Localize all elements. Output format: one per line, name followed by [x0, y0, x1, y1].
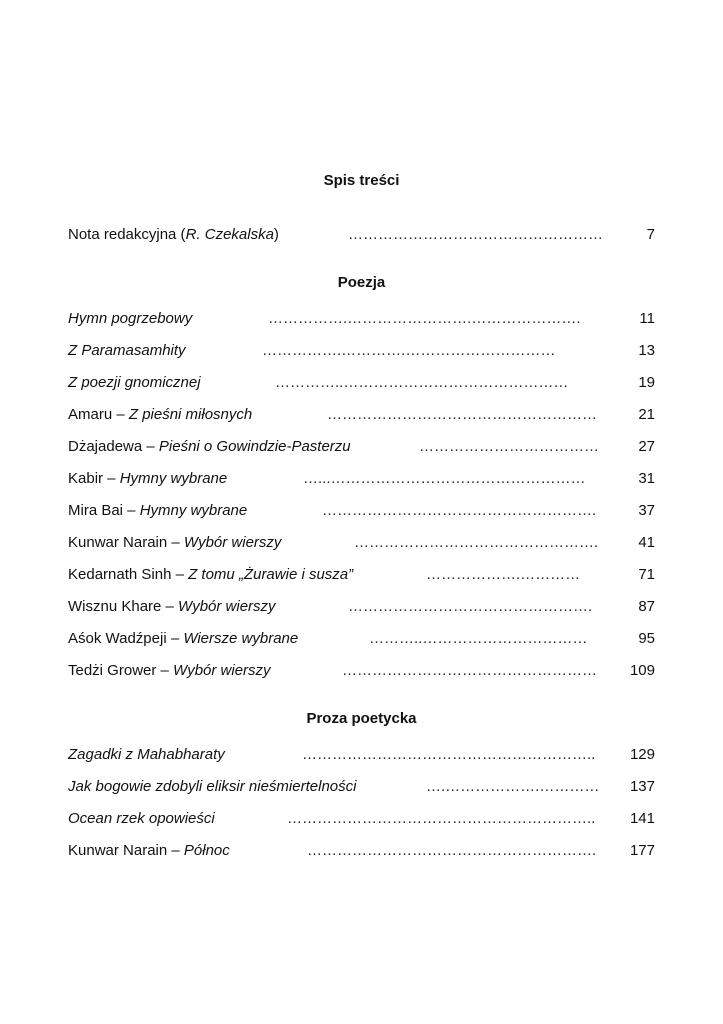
page-number: 87	[638, 598, 655, 615]
toc-entry[interactable]	[68, 225, 655, 245]
entry-title: Dżajadewa – Pieśni o Gowindzie-Pasterzu	[68, 438, 351, 455]
toc-entry[interactable]	[68, 809, 655, 829]
entry-title: Nota redakcyjna (R. Czekalska)	[68, 226, 279, 243]
page-number: 7	[646, 226, 655, 243]
leader-dots: ……………………………………………………..	[287, 810, 596, 827]
section-heading-poezja: Poezja	[337, 274, 386, 291]
page-number: 31	[638, 470, 655, 487]
toc-entry[interactable]	[68, 469, 655, 489]
page-number: 141	[629, 810, 655, 827]
leader-dots: ………………………………………………….	[307, 842, 597, 859]
page-title: Spis treści	[323, 172, 400, 189]
toc-entry[interactable]	[68, 661, 655, 681]
page-number: 27	[638, 438, 655, 455]
page-number: 37	[638, 502, 655, 519]
leader-dots: ……………….…………	[426, 566, 581, 583]
page-number: 71	[638, 566, 655, 583]
entry-title: Jak bogowie zdobyli eliksir nieśmiertelności	[68, 778, 357, 795]
page-number: 95	[638, 630, 655, 647]
toc-entry[interactable]	[68, 341, 655, 361]
page-number: 41	[638, 534, 655, 551]
page-number: 19	[638, 374, 655, 391]
leader-dots: ………………………………………….	[354, 534, 599, 551]
leader-dots: …………….…………………….………………….	[268, 310, 581, 327]
entry-title: Aśok Wadźpeji – Wiersze wybrane	[68, 630, 299, 647]
page-number: 21	[638, 406, 655, 423]
toc-entry[interactable]	[68, 629, 655, 649]
entry-title: Kabir – Hymny wybrane	[68, 470, 228, 487]
toc-entry[interactable]	[68, 777, 655, 797]
entry-title: Wisznu Khare – Wybór wierszy	[68, 598, 276, 615]
toc-entry[interactable]	[68, 745, 655, 765]
entry-title: Ocean rzek opowieści	[68, 810, 215, 827]
leader-dots: ….……………….…………	[426, 778, 600, 795]
leader-dots: ……………………………………………	[348, 226, 603, 243]
leader-dots: ……………………………………………	[342, 662, 597, 679]
leader-dots: ………………………………	[419, 438, 599, 455]
section-heading-proza: Proza poetycka	[306, 710, 417, 727]
page-number: 11	[639, 310, 655, 327]
toc-entry[interactable]	[68, 565, 655, 585]
entry-title: Kunwar Narain – Północ	[68, 842, 230, 859]
entry-title: Tedżi Grower – Wybór wierszy	[68, 662, 271, 679]
entry-title: Zagadki z Mahabharaty	[68, 746, 225, 763]
leader-dots: …………………………………………………..	[302, 746, 596, 763]
page-number: 177	[629, 842, 655, 859]
entry-title: Kunwar Narain – Wybór wierszy	[68, 534, 282, 551]
leader-dots: ……………………………………………….	[322, 502, 597, 519]
leader-dots: ………………………………………………	[327, 406, 597, 423]
leader-dots: …………….………….…………………………	[262, 342, 556, 359]
toc-entry[interactable]	[68, 533, 655, 553]
page-number: 137	[629, 778, 655, 795]
entry-title: Amaru – Z pieśni miłosnych	[68, 406, 253, 423]
toc-entry[interactable]	[68, 309, 655, 329]
page-number: 13	[638, 342, 655, 359]
toc-entry[interactable]	[68, 841, 655, 861]
leader-dots: …...……………………………………………	[303, 470, 586, 487]
page-number: 129	[629, 746, 655, 763]
entry-title: Kedarnath Sinh – Z tomu „Żurawie i susza”	[68, 566, 354, 583]
toc-entry[interactable]	[68, 405, 655, 425]
entry-title: Hymn pogrzebowy	[68, 310, 193, 327]
entry-title: Mira Bai – Hymny wybrane	[68, 502, 248, 519]
entry-title: Z Paramasamhity	[68, 342, 186, 359]
toc-entry[interactable]	[68, 373, 655, 393]
toc-entry[interactable]	[68, 437, 655, 457]
leader-dots: ………..……………………………	[369, 630, 588, 647]
leader-dots: …………..………………………………………	[275, 374, 569, 391]
toc-entry[interactable]	[68, 597, 655, 617]
entry-title: Z poezji gnomicznej	[68, 374, 201, 391]
leader-dots: ………………………………………….	[348, 598, 593, 615]
page-number: 109	[629, 662, 655, 679]
toc-entry[interactable]	[68, 501, 655, 521]
